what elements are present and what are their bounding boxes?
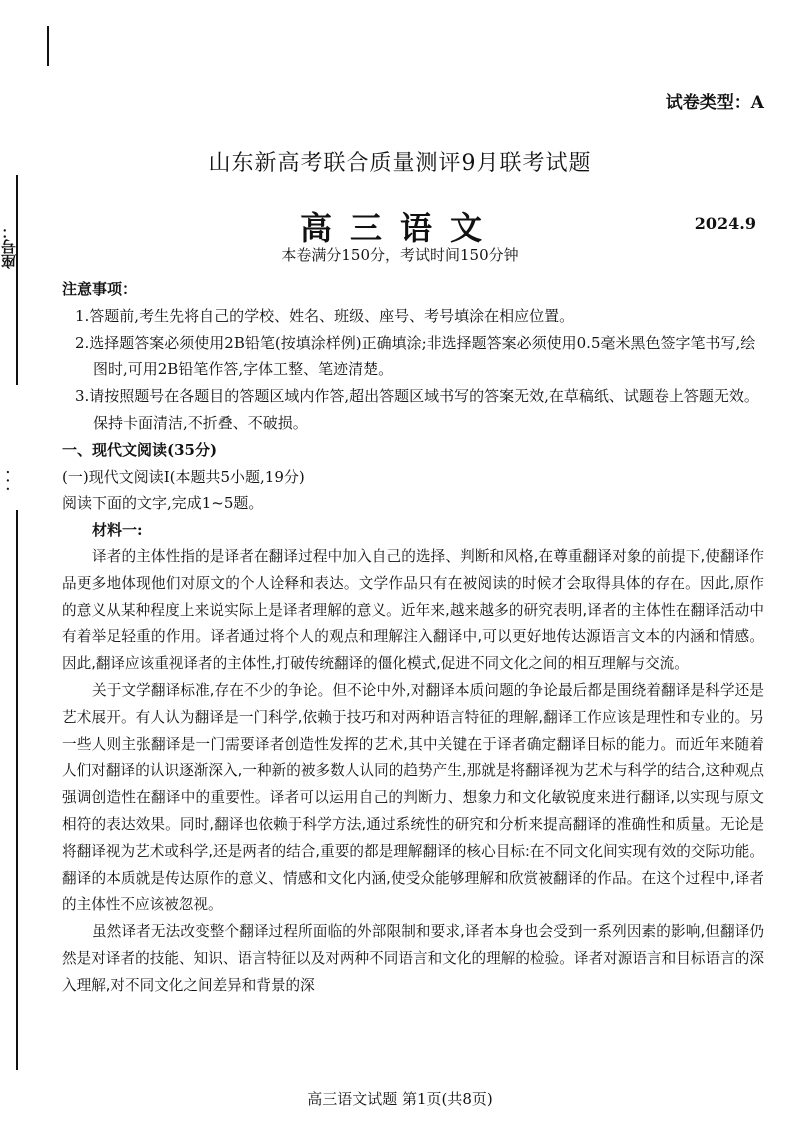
seat-label: 座号： — [0, 224, 18, 269]
material-paragraph-1: 译者的主体性指的是译者在翻译过程中加入自己的选择、判断和风格,在尊重翻译对象的前提下,使翻译作品更多地体现他们对原文的个人诠释和表达。文学作品只有在被阅读的时候才会取得具体的存在。因此,原作的意义从某种程度上来说实际上是译者理解的意义。近年来,越来越多的研究表明,译者的主体性在翻译活动中有着举足轻重的作用。译者通过将个人的观点和理解注入翻译中,可以更好地传达源语言文本的内涵和情感。因此,翻译应该重视译者的主体性,打破传统翻译的僵化模式,促进不同文化之间的相互理解与交流。 — [62, 547, 764, 673]
notice-item-2: 2.选择题答案必须使用2B铅笔(按填涂样例)正确填涂;非选择题答案必须使用0.5毫米黑色签字笔书写,绘图时,可用2B铅笔作答,字体工整、笔迹清楚。 — [75, 333, 756, 379]
exam-content — [62, 276, 764, 1000]
margin-rule-lower — [16, 510, 18, 1070]
material-paragraph-3: 虽然译者无法改变整个翻译过程所面临的外部限制和要求,译者本身也会受到一系列因素的影响,但翻译仍然是对译者的技能、知识、语言特征以及对两种不同语言和文化的理解的检验。译者对源语言和目标语言的深入理解,对不同文化之间差异和背景的深 — [62, 923, 764, 994]
notice-item-1: 1.答题前,考生先将自己的学校、姓名、班级、座号、考号填涂在相应位置。 — [75, 306, 575, 325]
notice-item-3: 3.请按照题号在各题目的答题区域内作答,超出答题区域书写的答案无效,在草稿纸、试题卷上答题无效。保持卡面清洁,不折叠、不破损。 — [75, 387, 759, 432]
notice-heading: 注意事项： — [62, 280, 138, 298]
margin-mark: · · · — [1, 470, 15, 491]
material-paragraph-2: 关于文学翻译标准,存在不少的争论。但不论中外,对翻译本质问题的争论最后都是围绕着翻译是科学还是艺术展开。有人认为翻译是一门科学,依赖于技巧和对两种语言特征的理解,翻译工作应该是理性和专业的。另一些人则主张翻译是一门需要译者创造性发挥的艺术,其中关键在于译者确定翻译目标的能力。而近年来随着人们对翻译的认识逐渐深入,一种新的被多数人认同的趋势产生,那就是将翻译视为艺术与科学的结合,这种观点强调创造性在翻译中的重要性。译者可以运用自己的判断力、想象力和文化敏锐度来进行翻译,以实现与原文相符的表达效果。同时,翻译也依赖于科学方法,通过系统性的研究和分析来提高翻译的准确性和质量。无论是将翻译视为艺术或科学,还是两者的结合,重要的都是理解翻译的核心目标:在不同文化间实现有效的交际功能。翻译的本质就是传达原作的意义、情感和文化内涵,使受众能够理解和欣赏被翻译的作品。在这个过程中,译者的主体性不应该被忽视。 — [62, 681, 764, 914]
paper-type: 试卷类型：A — [665, 93, 764, 113]
page-footer: 高三语文试题 第1页(共8页) — [307, 1090, 493, 1108]
section-title: 一、现代文阅读(35分) — [62, 440, 218, 459]
exam-meta: 本卷满分150分，考试时间150分钟 — [281, 246, 519, 264]
reading-instruction: 阅读下面的文字,完成1~5题。 — [62, 494, 264, 513]
exam-date: 2024.9 — [694, 214, 756, 233]
exam-title: 山东新高考联合质量测评9月联考试题 — [208, 151, 592, 176]
subsection-title: (一)现代文阅读Ⅰ(本题共5小题,19分) — [62, 467, 305, 486]
margin-rule-top — [47, 26, 49, 66]
material-label: 材料一: — [92, 521, 143, 540]
subject-title: 高三语文 — [299, 209, 500, 247]
